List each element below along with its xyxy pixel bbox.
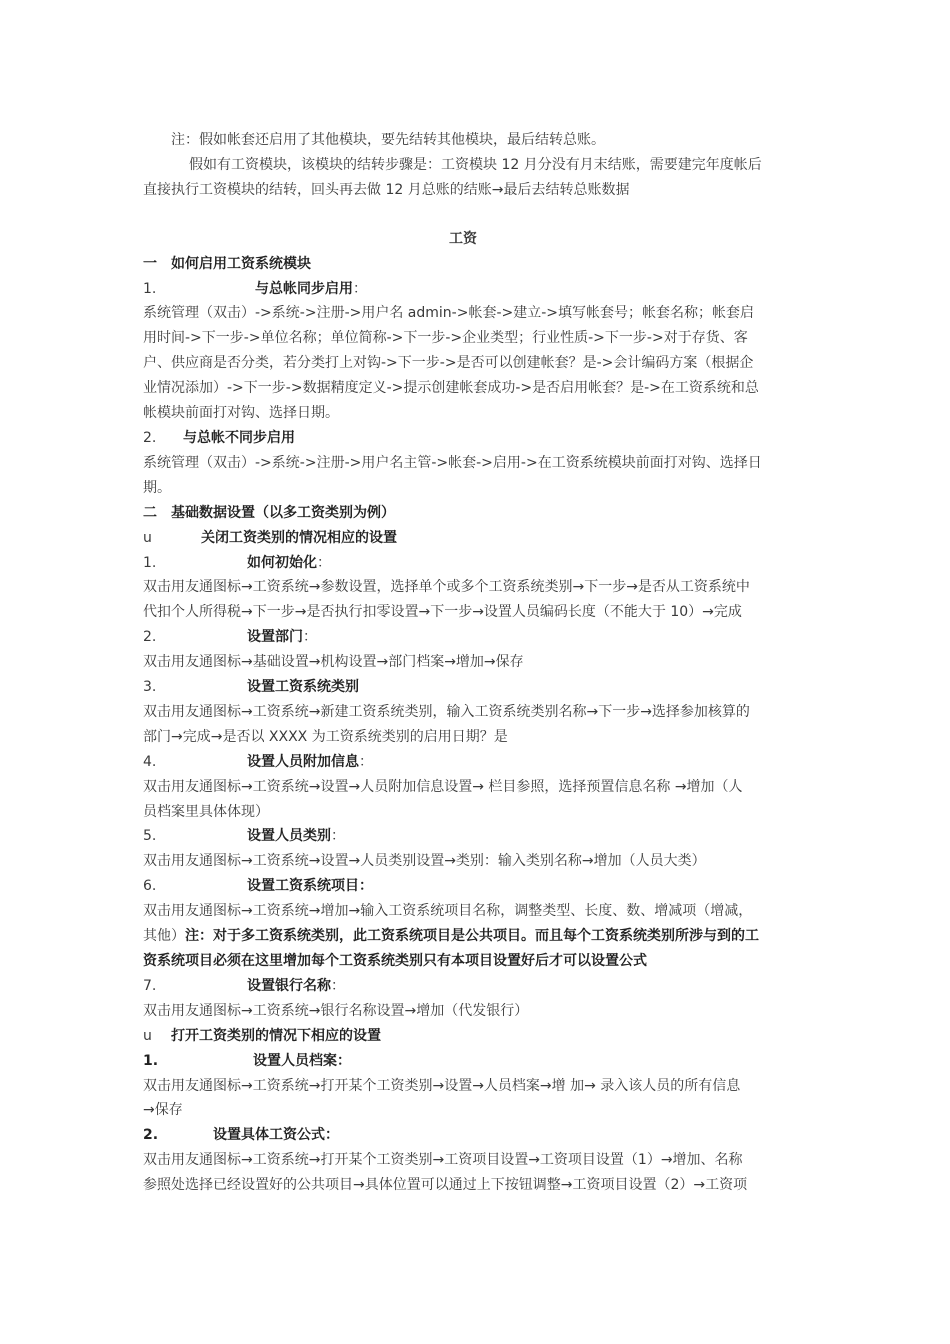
body-line: →保存 [143, 1102, 183, 1119]
item-number: 4. [143, 753, 157, 770]
body-line: 双击用友通图标→工资系统→设置→人员附加信息设置→ 栏目参照，选择预置信息名称 →增加（人 [143, 778, 743, 795]
item-heading [143, 551, 783, 576]
item-number: 7. [143, 977, 157, 994]
item-title: 与总帐同步启用 [255, 280, 353, 297]
item-heading [143, 874, 783, 899]
item-title: 与总帐不同步启用 [183, 429, 295, 446]
body-line: 双击用友通图标→工资系统→参数设置，选择单个或多个工资系统类别→下一步→是否从工资系统中 [143, 579, 750, 596]
item-heading [143, 974, 783, 999]
item-heading [143, 1049, 783, 1074]
subsection-title: 打开工资类别的情况下相应的设置 [171, 1027, 381, 1044]
item-heading [143, 426, 783, 451]
section-heading: 二 基础数据设置（以多工资类别为例） [143, 504, 395, 521]
body-line: 系统管理（双击）->系统->注册->用户名主管->帐套->启用->在工资系统模块前面打对钩、选择日 [143, 454, 762, 471]
item-number: 2. [143, 1127, 159, 1144]
item-colon: ： [331, 828, 345, 845]
item-colon: ： [303, 629, 317, 646]
bullet-mark: u [143, 529, 152, 546]
body-line: 期。 [143, 479, 171, 496]
item-heading [143, 675, 783, 700]
item-colon: ： [359, 753, 373, 770]
body-text: 其他） [143, 928, 185, 945]
body-line: 部门→完成→是否以 XXXX 为工资系统类别的启用日期？是 [143, 728, 508, 745]
body-line: 帐模块前面打对钩、选择日期。 [143, 405, 339, 422]
note-line: 假如有工资模块，该模块的结转步骤是：工资模块 12 月分没有月末结账，需要建完年度帐后 [189, 156, 762, 173]
item-heading [143, 750, 783, 775]
body-line: 双击用友通图标→工资系统→银行名称设置→增加（代发银行） [143, 1002, 529, 1019]
item-colon: ： [353, 280, 367, 297]
section-heading: 一 如何启用工资系统模块 [143, 255, 311, 272]
item-number: 6. [143, 878, 157, 895]
item-number: 3. [143, 679, 157, 696]
item-heading [143, 277, 783, 302]
item-colon: ： [317, 554, 331, 571]
subsection-title: 关闭工资类别的情况相应的设置 [201, 529, 397, 546]
body-line: 双击用友通图标→工资系统→打开某个工资类别→工资项目设置→工资项目设置（1）→增加、名称 [143, 1152, 743, 1169]
item-number: 2. [143, 429, 157, 446]
body-line: 双击用友通图标→工资系统→增加→输入工资系统项目名称，调整类型、长度、数、增减项（增减， [143, 903, 753, 920]
body-line: 双击用友通图标→工资系统→设置→人员类别设置→类别：输入类别名称→增加（人员大类） [143, 853, 706, 870]
item-number: 5. [143, 828, 157, 845]
body-line: 代扣个人所得税→下一步→是否执行扣零设置→下一步→设置人员编码长度（不能大于 10）→完成 [143, 604, 742, 621]
body-line [143, 924, 783, 949]
item-title: 设置人员类别 [247, 828, 331, 845]
note-line: 直接执行工资模块的结转，回头再去做 12 月总账的结账→最后去结转总账数据 [143, 181, 630, 198]
body-line: 双击用友通图标→基础设置→机构设置→部门档案→增加→保存 [143, 654, 524, 671]
subsection-heading [143, 1024, 783, 1049]
note-bold-text: 注：对于多工资系统类别，此工资系统项目是公共项目。而且每个工资系统类别所涉与到的工 [185, 928, 759, 945]
item-title: 设置具体工资公式： [213, 1127, 339, 1144]
item-number: 2. [143, 629, 157, 646]
body-line: 用时间->下一步->单位名称；单位简称->下一步->企业类型；行业性质->下一步->对于存货、客 [143, 330, 748, 347]
body-line: 员档案里具体体现） [143, 803, 269, 820]
item-heading [143, 824, 783, 849]
item-title: 设置银行名称 [247, 977, 331, 994]
body-line: 户、供应商是否分类，若分类打上对钩->下一步->是否可以创建帐套？是->会计编码方案（根据企 [143, 355, 754, 372]
body-line: 业情况添加）->下一步->数据精度定义->提示创建帐套成功->是否启用帐套？是->在工资系统和总 [143, 380, 759, 397]
body-line: 参照处选择已经设置好的公共项目→具体位置可以通过上下按钮调整→工资项目设置（2）→工资项 [143, 1177, 748, 1194]
subsection-heading [143, 526, 783, 551]
item-number: 1. [143, 280, 157, 297]
item-number: 1. [143, 554, 157, 571]
item-title: 设置工资系统项目： [247, 878, 373, 895]
document-page [143, 128, 783, 1198]
item-title: 如何初始化 [247, 554, 317, 571]
note-line: 注：假如帐套还启用了其他模块，要先结转其他模块，最后结转总账。 [171, 132, 605, 148]
body-line: 双击用友通图标→工资系统→打开某个工资类别→设置→人员档案→增 加→ 录入该人员的所有信息 [143, 1077, 741, 1094]
item-title: 设置人员附加信息 [247, 753, 359, 770]
item-title: 设置部门 [247, 629, 303, 646]
item-heading [143, 1123, 783, 1148]
item-number: 1. [143, 1052, 159, 1069]
section-title: 工资 [449, 230, 477, 247]
body-line: 系统管理（双击）->系统->注册->用户名 admin->帐套->建立->填写帐套号；帐套名称；帐套启 [143, 305, 755, 322]
bullet-mark: u [143, 1027, 152, 1044]
item-title: 设置工资系统类别 [247, 679, 359, 696]
item-colon: ： [331, 977, 345, 994]
note-bold-line: 资系统项目必须在这里增加每个工资系统类别只有本项目设置好后才可以设置公式 [143, 953, 647, 969]
item-heading [143, 625, 783, 650]
item-title: 设置人员档案： [253, 1052, 351, 1069]
body-line: 双击用友通图标→工资系统→新建工资系统类别，输入工资系统类别名称→下一步→选择参加核算的 [143, 703, 750, 720]
